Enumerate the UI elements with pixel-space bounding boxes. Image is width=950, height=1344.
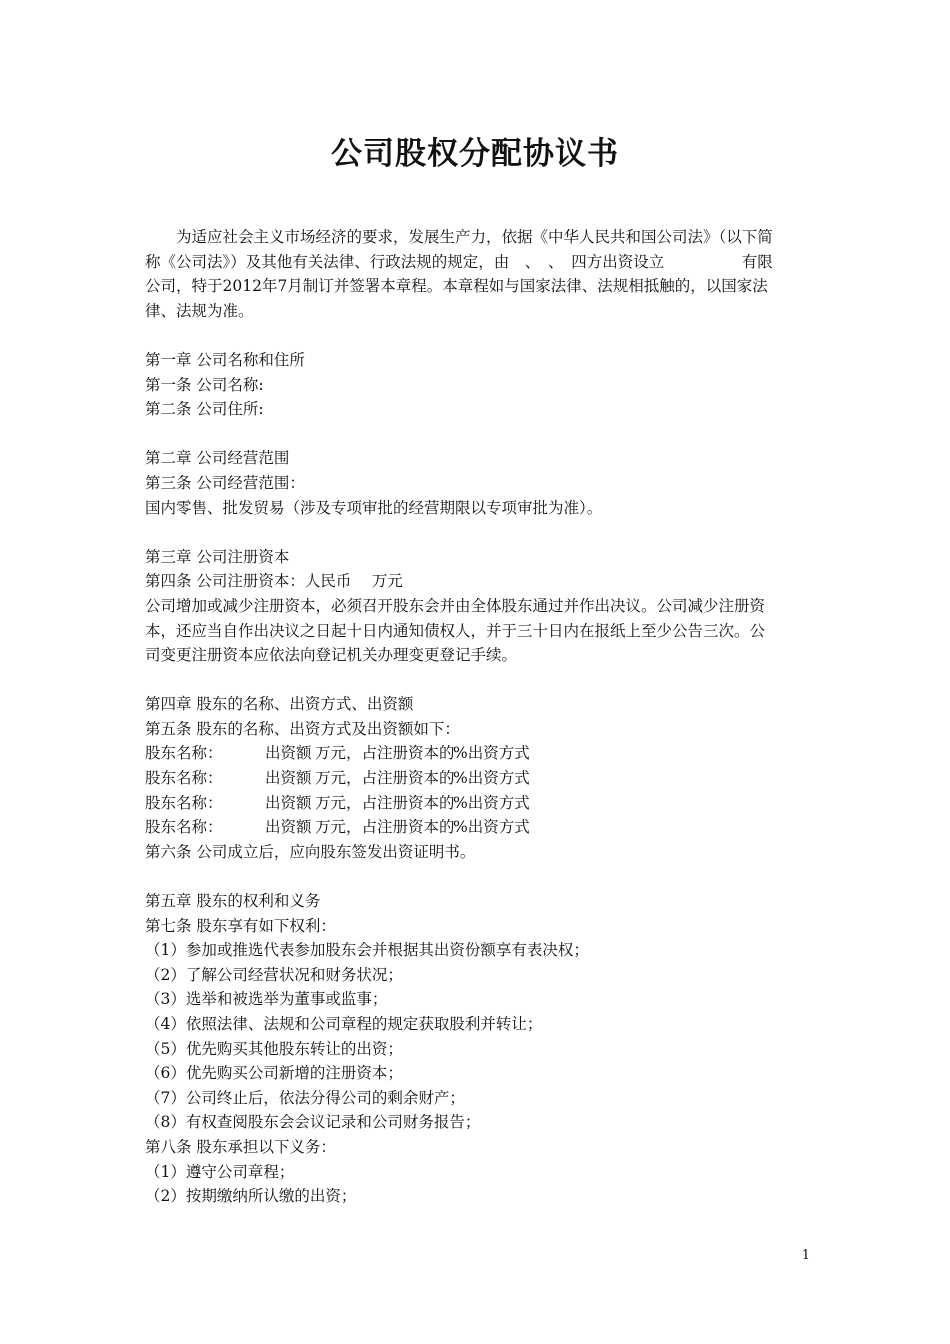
list-item: （3）选举和被选举为董事或监事； bbox=[145, 990, 388, 1009]
intro-line-1: 为适应社会主义市场经济的要求，发展生产力，依据《中华人民共和国公司法》（以下简 bbox=[176, 228, 773, 246]
spacer bbox=[145, 520, 807, 545]
intro-line-2: 称《公司法》）及其他有关法律、行政法规的规定，由 、 、 四方出资设立 有限 bbox=[145, 252, 773, 271]
list-item: （1）遵守公司章程； bbox=[145, 1162, 295, 1181]
document-body bbox=[145, 225, 807, 1209]
list-item: （8）有权查阅股东会会议记录和公司财务报告； bbox=[145, 1113, 481, 1132]
shareholder-row: 股东名称： 出资额 万元，占注册资本的%出资方式 bbox=[145, 744, 530, 763]
article-6: 第六条 公司成立后，应向股东签发出资证明书。 bbox=[145, 842, 476, 861]
chapter-1-title: 第一章 公司名称和住所 bbox=[145, 350, 305, 369]
chapter-4-title: 第四章 股东的名称、出资方式、出资额 bbox=[145, 695, 414, 714]
list-item: （6）优先购买公司新增的注册资本； bbox=[145, 1064, 403, 1083]
article-2: 第二条 公司住所: bbox=[145, 400, 264, 419]
capital-para-line-2: 本，还应当自作出决议之日起十日内通知债权人，并于三十日内在报纸上至少公告三次。公 bbox=[145, 621, 766, 640]
chapter-3-title: 第三章 公司注册资本 bbox=[145, 547, 290, 566]
intro-line-4: 律、法规为准。 bbox=[145, 301, 254, 320]
document-title: 公司股权分配协议书 bbox=[331, 136, 619, 172]
chapter-2-title: 第二章 公司经营范围 bbox=[145, 449, 290, 468]
page-number: 1 bbox=[801, 1248, 810, 1263]
spacer bbox=[145, 422, 807, 447]
article-3: 第三条 公司经营范围： bbox=[145, 473, 305, 492]
article-4: 第四条 公司注册资本：人民币 万元 bbox=[145, 572, 403, 591]
article-1: 第一条 公司名称: bbox=[145, 375, 264, 394]
list-item: （5）优先购买其他股东转让的出资； bbox=[145, 1039, 403, 1058]
capital-para-line-3: 司变更注册资本应依法向登记机关办理变更登记手续。 bbox=[145, 646, 518, 665]
business-scope: 国内零售、批发贸易（涉及专项审批的经营期限以专项审批为准）。 bbox=[145, 498, 603, 517]
list-item: （2）了解公司经营状况和财务状况； bbox=[145, 965, 403, 984]
shareholder-row: 股东名称： 出资额 万元，占注册资本的%出资方式 bbox=[145, 769, 530, 788]
spacer bbox=[145, 323, 807, 348]
list-item: （1）参加或推选代表参加股东会并根据其出资份额享有表决权； bbox=[145, 941, 589, 960]
shareholder-row: 股东名称： 出资额 万元，占注册资本的%出资方式 bbox=[145, 818, 530, 837]
list-item: （7）公司终止后，依法分得公司的剩余财产； bbox=[145, 1088, 465, 1107]
shareholder-row: 股东名称： 出资额 万元，占注册资本的%出资方式 bbox=[145, 793, 530, 812]
chapter-5-title: 第五章 股东的权利和义务 bbox=[145, 892, 321, 911]
capital-para-line-1: 公司增加或减少注册资本，必须召开股东会并由全体股东通过并作出决议。公司减少注册资 bbox=[145, 596, 766, 615]
list-item: （2）按期缴纳所认缴的出资； bbox=[145, 1187, 357, 1206]
article-5: 第五条 股东的名称、出资方式及出资额如下： bbox=[145, 719, 460, 738]
spacer bbox=[145, 668, 807, 693]
article-8: 第八条 股东承担以下义务： bbox=[145, 1137, 336, 1156]
spacer bbox=[145, 864, 807, 889]
list-item: （4）依照法律、法规和公司章程的规定获取股利并转让； bbox=[145, 1015, 543, 1033]
article-7: 第七条 股东享有如下权利： bbox=[145, 916, 336, 935]
intro-line-3: 公司，特于2012年7月制订并签署本章程。本章程如与国家法律、法规相抵触的，以国家法 bbox=[145, 277, 768, 296]
